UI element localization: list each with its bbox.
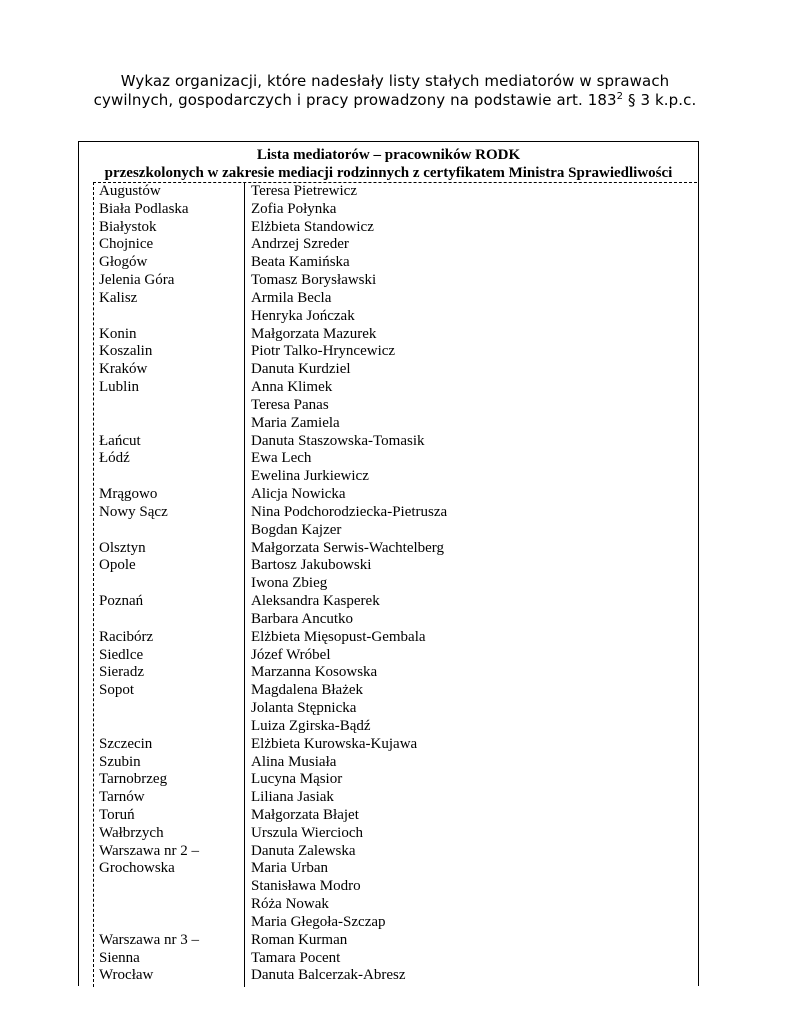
- mediator-name-cell: Małgorzata Mazurek: [251, 325, 377, 342]
- mediators-table: [78, 141, 699, 986]
- city-cell: Warszawa nr 3 –: [99, 931, 199, 948]
- table-row: [94, 326, 697, 344]
- table-row: [94, 789, 697, 807]
- table-row: [94, 308, 697, 326]
- table-title: Lista mediatorów – pracowników RODK: [256, 147, 521, 163]
- mediator-name-cell: Elżbieta Kurowska-Kujawa: [251, 735, 418, 752]
- mediator-name-cell: Danuta Zalewska: [251, 842, 356, 859]
- table-body: [93, 182, 697, 987]
- mediator-name-cell: Piotr Talko-Hryncewicz: [251, 343, 396, 360]
- mediator-name-cell: Małgorzata Serwis-Wachtelberg: [251, 539, 445, 556]
- table-row: [94, 932, 697, 950]
- city-cell: Wałbrzych: [99, 824, 164, 841]
- mediator-name-cell: Róża Nowak: [251, 896, 329, 913]
- mediator-name-cell: Alicja Nowicka: [251, 486, 346, 503]
- mediator-name-cell: Teresa Pietrewicz: [251, 183, 357, 199]
- mediator-name-cell: Henryka Jończak: [251, 307, 355, 324]
- table-row: [94, 664, 697, 682]
- table-row: [94, 397, 697, 415]
- table-row: [94, 914, 697, 932]
- city-cell: Wrocław: [99, 967, 154, 984]
- header-line-1: Wykaz organizacji, które nadesłały listy stałych mediatorów w sprawach: [120, 72, 670, 90]
- city-cell: Grochowska: [99, 860, 175, 877]
- table-row: [94, 860, 697, 878]
- table-row: [94, 433, 697, 451]
- city-cell: Sopot: [99, 682, 135, 699]
- mediator-name-cell: Urszula Wiercioch: [251, 824, 363, 841]
- city-cell: Mrągowo: [99, 486, 158, 503]
- table-row: [94, 361, 697, 379]
- mediator-name-cell: Andrzej Szreder: [251, 236, 349, 253]
- mediator-name-cell: Józef Wróbel: [251, 646, 331, 663]
- table-row: [94, 843, 697, 861]
- table-row: [94, 629, 697, 647]
- city-cell: Lublin: [99, 379, 139, 396]
- document-header: [70, 72, 720, 110]
- city-cell: Sienna: [99, 949, 140, 966]
- mediator-name-cell: Danuta Staszowska-Tomasik: [251, 432, 425, 449]
- table-row: [94, 272, 697, 290]
- table-row: [94, 682, 697, 700]
- table-row: [94, 343, 697, 361]
- table-row: [94, 878, 697, 896]
- city-cell: Opole: [99, 557, 136, 574]
- mediator-name-cell: Teresa Panas: [251, 396, 329, 413]
- city-cell: Szczecin: [99, 735, 153, 752]
- table-row: [94, 754, 697, 772]
- mediator-name-cell: Aleksandra Kasperek: [251, 593, 380, 610]
- mediator-name-cell: Lucyna Mąsior: [251, 771, 343, 788]
- table-row: [94, 219, 697, 237]
- city-cell: Olsztyn: [99, 539, 146, 556]
- mediator-name-cell: Alina Musiała: [251, 753, 337, 770]
- city-cell: Białystok: [99, 218, 157, 235]
- table-row: [94, 522, 697, 540]
- city-cell: Jelenia Góra: [99, 272, 175, 289]
- mediator-name-cell: Tomasz Borysławski: [251, 272, 377, 289]
- city-cell: Nowy Sącz: [99, 503, 168, 520]
- mediator-name-cell: Ewa Lech: [251, 450, 312, 467]
- table-row: [94, 183, 697, 201]
- city-cell: Łódź: [99, 450, 130, 467]
- mediator-name-cell: Barbara Ancutko: [251, 610, 354, 627]
- mediator-name-cell: Zofia Połynka: [251, 200, 337, 217]
- mediator-name-cell: Magdalena Błażek: [251, 682, 364, 699]
- table-row: [94, 290, 697, 308]
- table-row: [94, 718, 697, 736]
- mediator-name-cell: Nina Podchorodziecka-Pietrusza: [251, 503, 448, 520]
- mediator-name-cell: Maria Zamiela: [251, 414, 340, 431]
- header-line-2-end: § 3 k.p.c.: [623, 91, 697, 109]
- table-row: [94, 557, 697, 575]
- header-superscript: 2: [616, 91, 624, 102]
- table-row: [94, 611, 697, 629]
- header-line-2: [70, 91, 720, 110]
- table-rows: [94, 183, 697, 985]
- table-row: [94, 540, 697, 558]
- mediator-name-cell: Maria Głegoła-Szczap: [251, 913, 386, 930]
- table-row: [94, 771, 697, 789]
- mediator-name-cell: Roman Kurman: [251, 931, 348, 948]
- mediator-name-cell: Anna Klimek: [251, 379, 333, 396]
- table-row: [94, 450, 697, 468]
- mediator-name-cell: Elżbieta Mięsopust-Gembala: [251, 628, 426, 645]
- city-cell: Biała Podlaska: [99, 200, 189, 217]
- mediator-name-cell: Elżbieta Standowicz: [251, 218, 374, 235]
- table-row: [94, 700, 697, 718]
- city-cell: Siedlce: [99, 646, 144, 663]
- mediator-name-cell: Liliana Jasiak: [251, 789, 334, 806]
- table-subtitle: przeszkolonych w zakresie mediacji rodzinnych z certyfikatem Ministra Sprawiedliwości: [104, 165, 673, 181]
- table-row: [94, 504, 697, 522]
- city-cell: Łańcut: [99, 432, 141, 449]
- mediator-name-cell: Marzanna Kosowska: [251, 664, 378, 681]
- city-cell: Koszalin: [99, 343, 153, 360]
- city-cell: Kraków: [99, 361, 148, 378]
- table-row: [94, 825, 697, 843]
- table-row: [94, 736, 697, 754]
- city-cell: Szubin: [99, 753, 141, 770]
- mediator-name-cell: Ewelina Jurkiewicz: [251, 468, 369, 485]
- city-cell: Warszawa nr 2 –: [99, 842, 199, 859]
- header-line-2-text: cywilnych, gospodarczych i pracy prowadzony na podstawie art. 183: [93, 91, 617, 109]
- mediator-name-cell: Beata Kamińska: [251, 254, 350, 271]
- city-cell: Toruń: [99, 806, 135, 823]
- city-cell: Tarnów: [99, 789, 145, 806]
- table-row: [94, 254, 697, 272]
- table-row: [94, 967, 697, 985]
- table-row: [94, 415, 697, 433]
- city-cell: Racibórz: [99, 628, 154, 645]
- table-row: [94, 468, 697, 486]
- table-row: [94, 575, 697, 593]
- table-row: [94, 236, 697, 254]
- mediator-name-cell: Tamara Pocent: [251, 949, 341, 966]
- mediator-name-cell: Danuta Kurdziel: [251, 361, 351, 378]
- table-row: [94, 379, 697, 397]
- mediator-name-cell: Iwona Zbieg: [251, 575, 328, 592]
- table-row: [94, 647, 697, 665]
- table-row: [94, 896, 697, 914]
- mediator-name-cell: Bogdan Kajzer: [251, 521, 342, 538]
- city-cell: Poznań: [99, 593, 144, 610]
- table-row: [94, 807, 697, 825]
- city-cell: Kalisz: [99, 289, 138, 306]
- city-cell: Augustów: [99, 183, 161, 199]
- table-row: [94, 593, 697, 611]
- mediator-name-cell: Małgorzata Błajet: [251, 806, 359, 823]
- mediator-name-cell: Danuta Balcerzak-Abresz: [251, 967, 406, 984]
- mediator-name-cell: Jolanta Stępnicka: [251, 700, 357, 717]
- mediator-name-cell: Maria Urban: [251, 860, 329, 877]
- mediator-name-cell: Luiza Zgirska-Bądź: [251, 717, 371, 734]
- city-cell: Głogów: [99, 254, 148, 271]
- city-cell: Konin: [99, 325, 137, 342]
- table-row: [94, 201, 697, 219]
- table-row: [94, 486, 697, 504]
- table-row: [94, 950, 697, 968]
- mediator-name-cell: Stanisława Modro: [251, 878, 361, 895]
- city-cell: Sieradz: [99, 664, 144, 681]
- city-cell: Tarnobrzeg: [99, 771, 168, 788]
- city-cell: Chojnice: [99, 236, 154, 253]
- mediator-name-cell: Armila Becla: [251, 289, 332, 306]
- mediator-name-cell: Bartosz Jakubowski: [251, 557, 372, 574]
